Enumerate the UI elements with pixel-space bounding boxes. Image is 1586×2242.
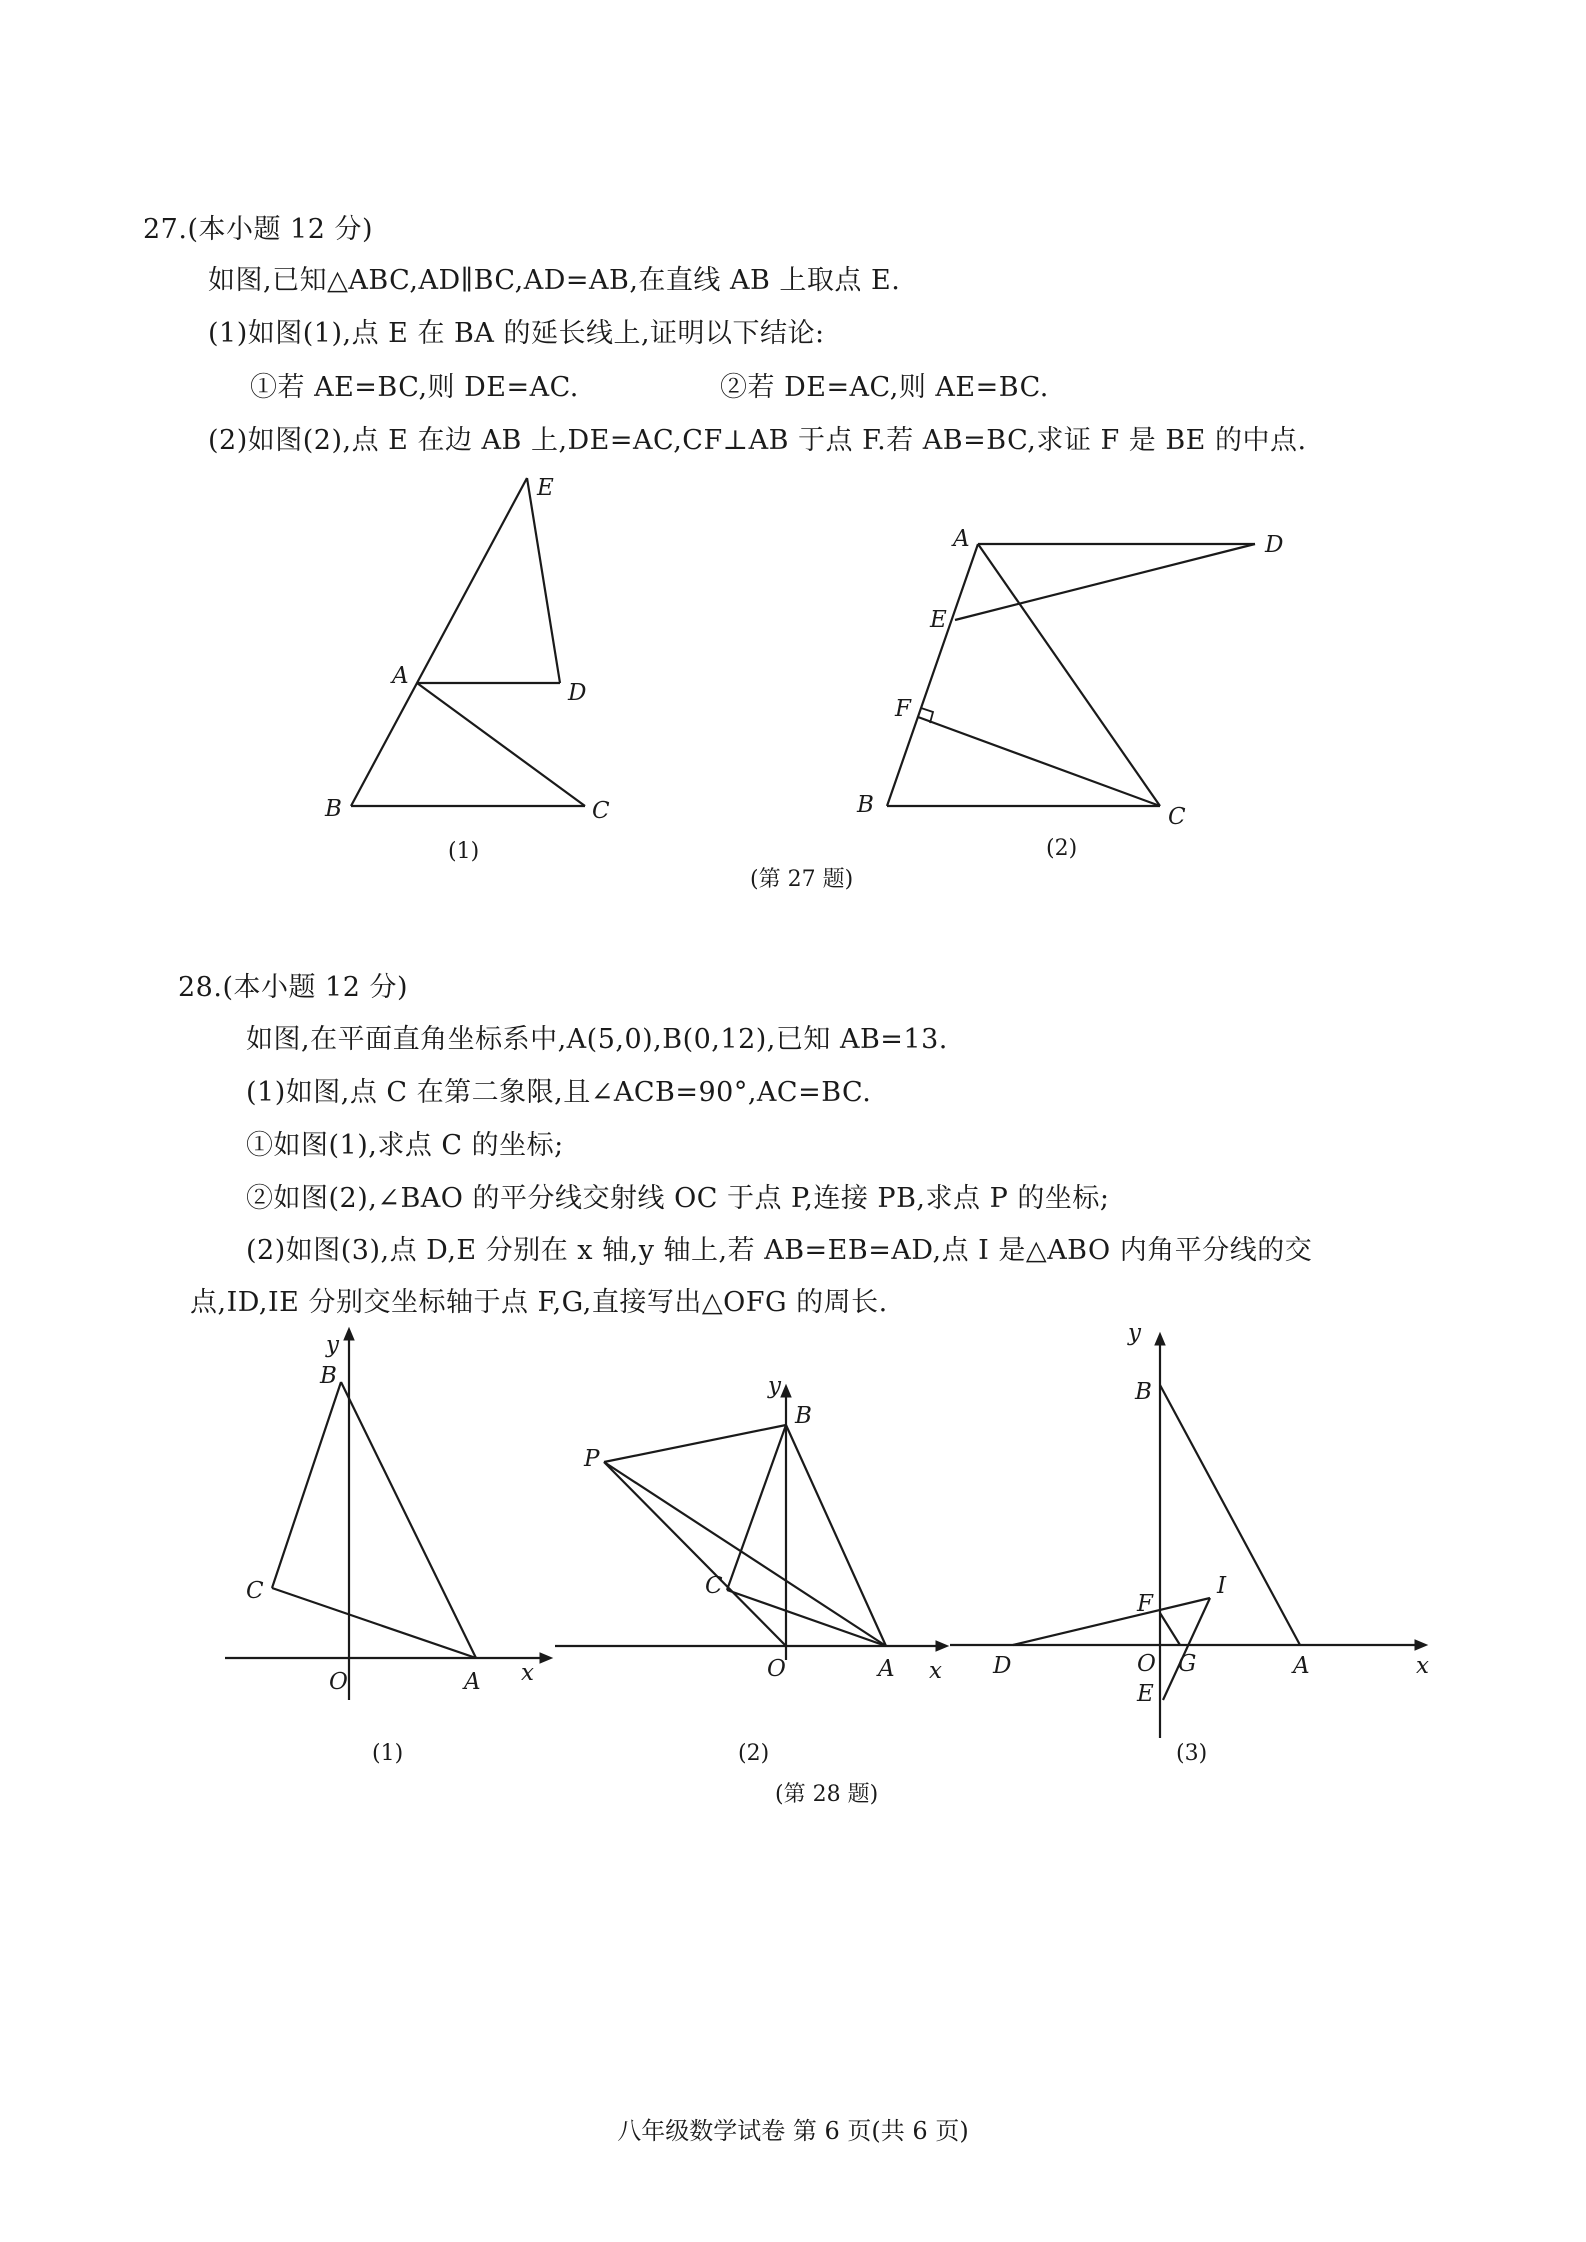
q28-fig3-segment-IE [1163, 1598, 1210, 1700]
q28-fig2-label-x: x [929, 1658, 942, 1684]
q27-part1-a: ①若 AE=BC,则 DE=AC. [250, 372, 579, 403]
q28-fig1-caption: (1) [372, 1741, 404, 1766]
q27-fig2-label-F: F [895, 696, 911, 722]
q28-fig1-label-x: x [521, 1660, 534, 1686]
q28-part1-a: ①如图(1),求点 C 的坐标; [246, 1130, 564, 1161]
q28-fig1-label-O: O [329, 1669, 348, 1695]
q28-fig1-segment-CA [272, 1588, 476, 1658]
q28-fig1-label-B: B [320, 1363, 337, 1389]
q28-fig3-label-x: x [1416, 1653, 1429, 1679]
q28-fig2-label-A: A [878, 1656, 895, 1682]
q28-figure-caption: (第 28 题) [775, 1782, 879, 1807]
q28-fig2-segment-BC [727, 1425, 786, 1590]
q27-fig1-label-B: B [325, 796, 342, 822]
q28-fig3-label-B: B [1135, 1379, 1152, 1405]
q28-fig2-label-C: C [705, 1573, 723, 1599]
q28-fig1-label-A: A [464, 1669, 481, 1695]
q28-fig2-caption: (2) [738, 1741, 770, 1766]
q27-fig1-label-A: A [392, 663, 409, 689]
q28-fig2-segment-PB [604, 1425, 786, 1462]
q28-fig3-label-y: y [1128, 1320, 1141, 1346]
q27-part1-b: ②若 DE=AC,则 AE=BC. [720, 372, 1049, 403]
q27-fig2-label-E: E [930, 607, 947, 633]
q28-fig1-segment-BA [341, 1382, 476, 1658]
q28-part2-line1: (2)如图(3),点 D,E 分别在 x 轴,y 轴上,若 AB=EB=AD,点 I 是△ABO 内角平分线的交 [246, 1235, 1313, 1266]
q28-part2-line2: 点,ID,IE 分别交坐标轴于点 F,G,直接写出△OFG 的周长. [190, 1287, 888, 1318]
q27-part1: (1)如图(1),点 E 在 BA 的延长线上,证明以下结论: [208, 318, 825, 349]
q28-fig1-label-y: y [326, 1332, 339, 1358]
q28-fig2-label-O: O [767, 1656, 786, 1682]
q28-fig3-label-I: I [1217, 1573, 1227, 1599]
q27-fig2-label-D: D [1265, 532, 1284, 558]
q27-intro: 如图,已知△ABC,AD∥BC,AD=AB,在直线 AB 上取点 E. [208, 265, 901, 296]
q28-fig2-label-P: P [584, 1446, 600, 1472]
q27-header: 27.(本小题 12 分) [143, 214, 374, 245]
q28-fig2-segment-PO [604, 1462, 786, 1646]
q27-fig1-label-E: E [537, 475, 554, 501]
q27-fig2-caption: (2) [1046, 836, 1078, 861]
page-footer: 八年级数学试卷 第 6 页(共 6 页) [617, 2117, 969, 2145]
q28-fig3-caption: (3) [1176, 1741, 1208, 1766]
q28-fig3-x-arrow [1415, 1640, 1427, 1650]
q28-part1: (1)如图,点 C 在第二象限,且∠ACB=90°,AC=BC. [246, 1077, 872, 1108]
q28-fig3-segment-DI [1013, 1598, 1210, 1645]
q28-part1-b: ②如图(2),∠BAO 的平分线交射线 OC 于点 P,连接 PB,求点 P 的坐标; [246, 1183, 1110, 1214]
q27-fig1-label-D: D [568, 680, 587, 706]
q27-fig1-caption: (1) [448, 839, 480, 864]
q28-fig2-segment-CA [727, 1590, 886, 1646]
q28-fig1-x-arrow [540, 1653, 552, 1663]
q27-fig2-label-A: A [953, 526, 970, 552]
q28-fig3-label-E: E [1137, 1681, 1154, 1707]
q28-fig3-label-O: O [1137, 1651, 1156, 1677]
q28-fig1-label-C: C [246, 1578, 264, 1604]
q28-fig3-y-arrow [1155, 1333, 1165, 1345]
q28-header: 28.(本小题 12 分) [178, 972, 409, 1003]
q27-fig1-label-C: C [592, 798, 610, 824]
q28-fig1-segment-BC [272, 1382, 341, 1588]
q28-fig2-x-arrow [936, 1641, 948, 1651]
q27-fig2-label-B: B [857, 792, 874, 818]
q28-fig2-y-arrow [781, 1385, 791, 1397]
q27-part2: (2)如图(2),点 E 在边 AB 上,DE=AC,CF⊥AB 于点 F.若 AB=BC,求证 F 是 BE 的中点. [208, 425, 1307, 456]
q28-fig3-segment-FG [1160, 1613, 1180, 1645]
q28-fig3-label-G: G [1178, 1651, 1197, 1677]
q28-fig1-y-arrow [344, 1328, 354, 1340]
q28-fig3-label-A: A [1293, 1653, 1310, 1679]
q28-intro: 如图,在平面直角坐标系中,A(5,0),B(0,12),已知 AB=13. [246, 1024, 948, 1055]
q28-fig2-label-y: y [768, 1373, 781, 1399]
q28-fig3-label-D: D [993, 1653, 1012, 1679]
q28-fig2-label-B: B [795, 1403, 812, 1429]
q27-figure-caption: (第 27 题) [750, 867, 854, 892]
q27-fig2-label-C: C [1168, 804, 1186, 830]
q28-fig3-label-F: F [1137, 1591, 1153, 1617]
